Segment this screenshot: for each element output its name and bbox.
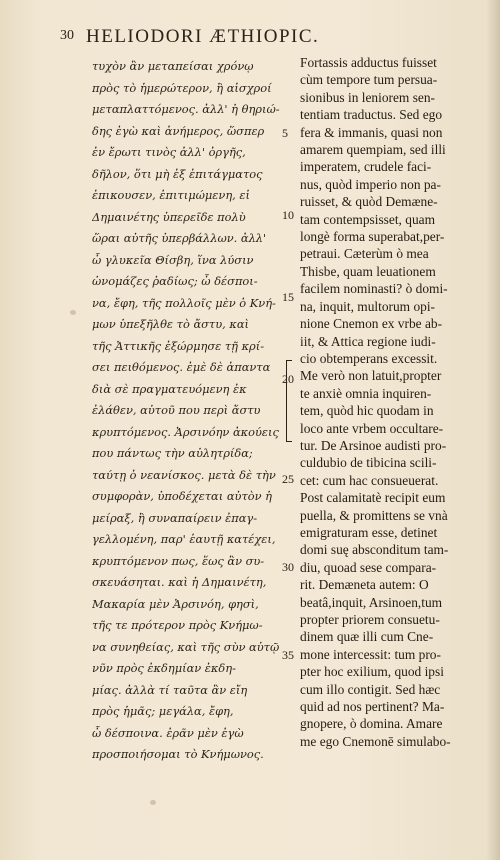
latin-line: Fortassis adductus fuisset (300, 55, 437, 70)
paper-stain (150, 800, 156, 805)
greek-line: ὥραι αὐτῆς ὑπερβάλλων. ἀλλ' (92, 231, 267, 245)
latin-line: loco ante vrbem occultare- (300, 420, 444, 436)
latin-line: te anxiè omnia inquiren- (300, 385, 432, 401)
latin-line: facilem nominasti? ò domi- (300, 281, 448, 297)
greek-line: που πάντως τὴν αὐλητρίδα; (92, 446, 253, 460)
latin-line: gnopere, ò domina. Amare (300, 716, 443, 732)
greek-line: προσποιήσομαι τὸ Κνήμωνος. (92, 747, 264, 761)
greek-line: ἐλάθεν, αὐτοῦ που περὶ ἄστυ (92, 403, 261, 417)
greek-line: διὰ σὲ πραγματευόμενη ἐκ (92, 381, 247, 396)
latin-line: petraui. Cæterùm ò mea (300, 246, 429, 262)
latin-line: cùm tempore tum persua- (300, 72, 438, 88)
latin-line: longè forma superabat,per- (300, 229, 445, 245)
greek-line: μείραξ, ἢ συναπαίρειν ἐπαγ- (92, 510, 258, 525)
paper-stain (70, 310, 76, 315)
line-number: 30 (282, 560, 294, 574)
line-number: 5 (282, 126, 288, 140)
greek-line: δης ἐγὼ καὶ ἀνήμερος, ὥσπερ (92, 123, 265, 138)
line-number: 15 (282, 290, 294, 304)
latin-line: amarem quempiam, sed illi (300, 142, 446, 158)
greek-line: δῆλον, ὅτι μὴ ἐξ ἐπιτάγματος (92, 166, 263, 181)
page-edge-shadow (486, 0, 500, 860)
latin-line: Thisbe, quam leuationem (300, 263, 436, 279)
greek-line: σκευάσηται. καὶ ἡ Δημαινέτη, (92, 575, 267, 589)
greek-line: πρὸς ἡμᾶς; μεγάλα, ἔφη, (92, 704, 234, 718)
greek-line: σει πειθόμενος. ἐμὲ δὲ ἀπαντα (92, 360, 271, 374)
greek-line: ὦ δέσποινα. ἐρᾶν μὲν ἐγὼ (92, 725, 244, 740)
line-number: 35 (282, 648, 294, 662)
greek-line: ὠνομάζες ῥαδίως; ὦ δέσποι- (92, 274, 258, 288)
latin-line: quid ad nos pertinent? Ma- (300, 699, 445, 715)
line-number: 20 (282, 372, 294, 386)
latin-line: mone intercessit: tum pro- (300, 646, 441, 662)
greek-line: ἐν ἔρωτι τινὸς ἀλλ' ὀργῆς, (92, 145, 246, 159)
latin-line: rit. Demæneta autem: O (300, 577, 429, 593)
greek-line: ἐπικουσεν, ἐπιτιμώμενη, εἰ (92, 188, 250, 202)
latin-line: beatâ,inquit, Arsinoen,tum (300, 594, 443, 610)
greek-line: ταύτῃ ὁ νεανίσκος. μετὰ δὲ τὴν (92, 467, 276, 482)
greek-line: γελλομένη, παρ' ἑαυτῇ κατέχει, (92, 532, 276, 546)
line-number-gutter (282, 0, 302, 860)
greek-line: τυχὸν ἂν μεταπείσαι χρόνῳ (92, 59, 254, 73)
greek-line: μεταπλαττόμενος. ἀλλ' ἡ θηριώ- (92, 102, 280, 116)
running-title: HELIODORI ÆTHIOPIC. (86, 26, 320, 47)
greek-line: να συνηθείας, καὶ τῆς σὺν αὐτῷ (92, 639, 280, 654)
greek-line: Μακαρία μὲν Ἀρσινόη, φησὶ, (92, 596, 259, 611)
greek-line: συμφορὰν, ὑποδέχεται αὐτὸν ἡ (92, 489, 272, 503)
latin-text-column (300, 54, 472, 750)
latin-line: pter hoc exilium, quod ipsi (300, 664, 444, 680)
latin-line: iit, & Attica regione iudi- (300, 333, 436, 349)
greek-line: μων ὑπεξῆλθε τὸ ἄστυ, καὶ (92, 317, 250, 331)
latin-line: nus, quòd imperio non pa- (300, 176, 441, 192)
latin-line: tur. De Arsinoe audisti pro- (300, 437, 447, 453)
latin-line: diu, quoad sese compara- (300, 559, 437, 575)
latin-line: tam contempsisset, quam (300, 211, 435, 227)
greek-line: ὦ γλυκεῖα Θίσβη, ἵνα λύσιν (92, 252, 254, 267)
latin-line: tem, quòd hic quodam in (300, 403, 434, 419)
line-number: 10 (282, 208, 294, 222)
latin-line: cum illo contigit. Sed hæc (300, 681, 441, 697)
latin-line: dinem quæ illi cum Cne- (300, 629, 434, 645)
latin-line: nione Cnemon ex vrbe ab- (300, 316, 443, 332)
latin-line: me ego Cnemonē simulabo- (300, 733, 451, 749)
latin-line: ruisset, & quòd Demæne- (300, 194, 438, 210)
greek-text-column (92, 56, 288, 766)
greek-line: τῆς τε πρότερον πρὸς Κνήμω- (92, 618, 263, 632)
latin-line: puella, & promittens se vnà (300, 507, 448, 523)
page-header (60, 26, 460, 52)
greek-line: μίας. ἀλλὰ τί ταῦτα ἂν εἴη (92, 682, 248, 697)
latin-line: sionibus in leniorem sen- (300, 89, 436, 105)
latin-line: cio obtemperans excessit. (300, 350, 438, 366)
latin-line: fera & immanis, quasi non (300, 124, 443, 140)
greek-line: κρυπτόμενος. Ἀρσινόην ἀκούεις (92, 424, 279, 439)
latin-line: cet: cum hac consueuerat. (300, 472, 439, 488)
latin-line: Post calamitatè recipit eum (300, 490, 446, 506)
latin-line: propter priorem consuetu- (300, 612, 440, 627)
latin-line: Me verò non latuit,propter (300, 368, 442, 384)
greek-line: πρὸς τὸ ἡμερώτερον, ἢ αἰσχροί (92, 80, 272, 95)
margin-bracket (286, 360, 292, 442)
latin-line: imperatem, crudele faci- (300, 159, 432, 175)
greek-line: να, ἔφη, τῆς πολλοῖς μὲν ὁ Κνή- (92, 295, 276, 310)
greek-line: Δημαινέτης ὑπερεῖδε πολὺ (92, 209, 246, 224)
latin-line: domi suę absconditum tam- (300, 542, 449, 558)
greek-line: νῦν πρὸς ἐκδημίαν ἐκδη- (92, 661, 236, 675)
page-number: 30 (60, 28, 74, 43)
line-number: 25 (282, 472, 294, 486)
greek-line: τῆς Ἀττικῆς ἐξώρμησε τῇ κρί- (92, 338, 265, 353)
latin-line: na, inquit, multorum opi- (300, 298, 436, 314)
latin-line: tentiam traductus. Sed ego (300, 107, 443, 123)
latin-line: culdubio de tibicina scili- (300, 455, 437, 471)
greek-line: κρυπτόμενον πως, ἕως ἂν συ- (92, 553, 265, 568)
latin-line: emigraturam esse, detinet (300, 524, 438, 540)
